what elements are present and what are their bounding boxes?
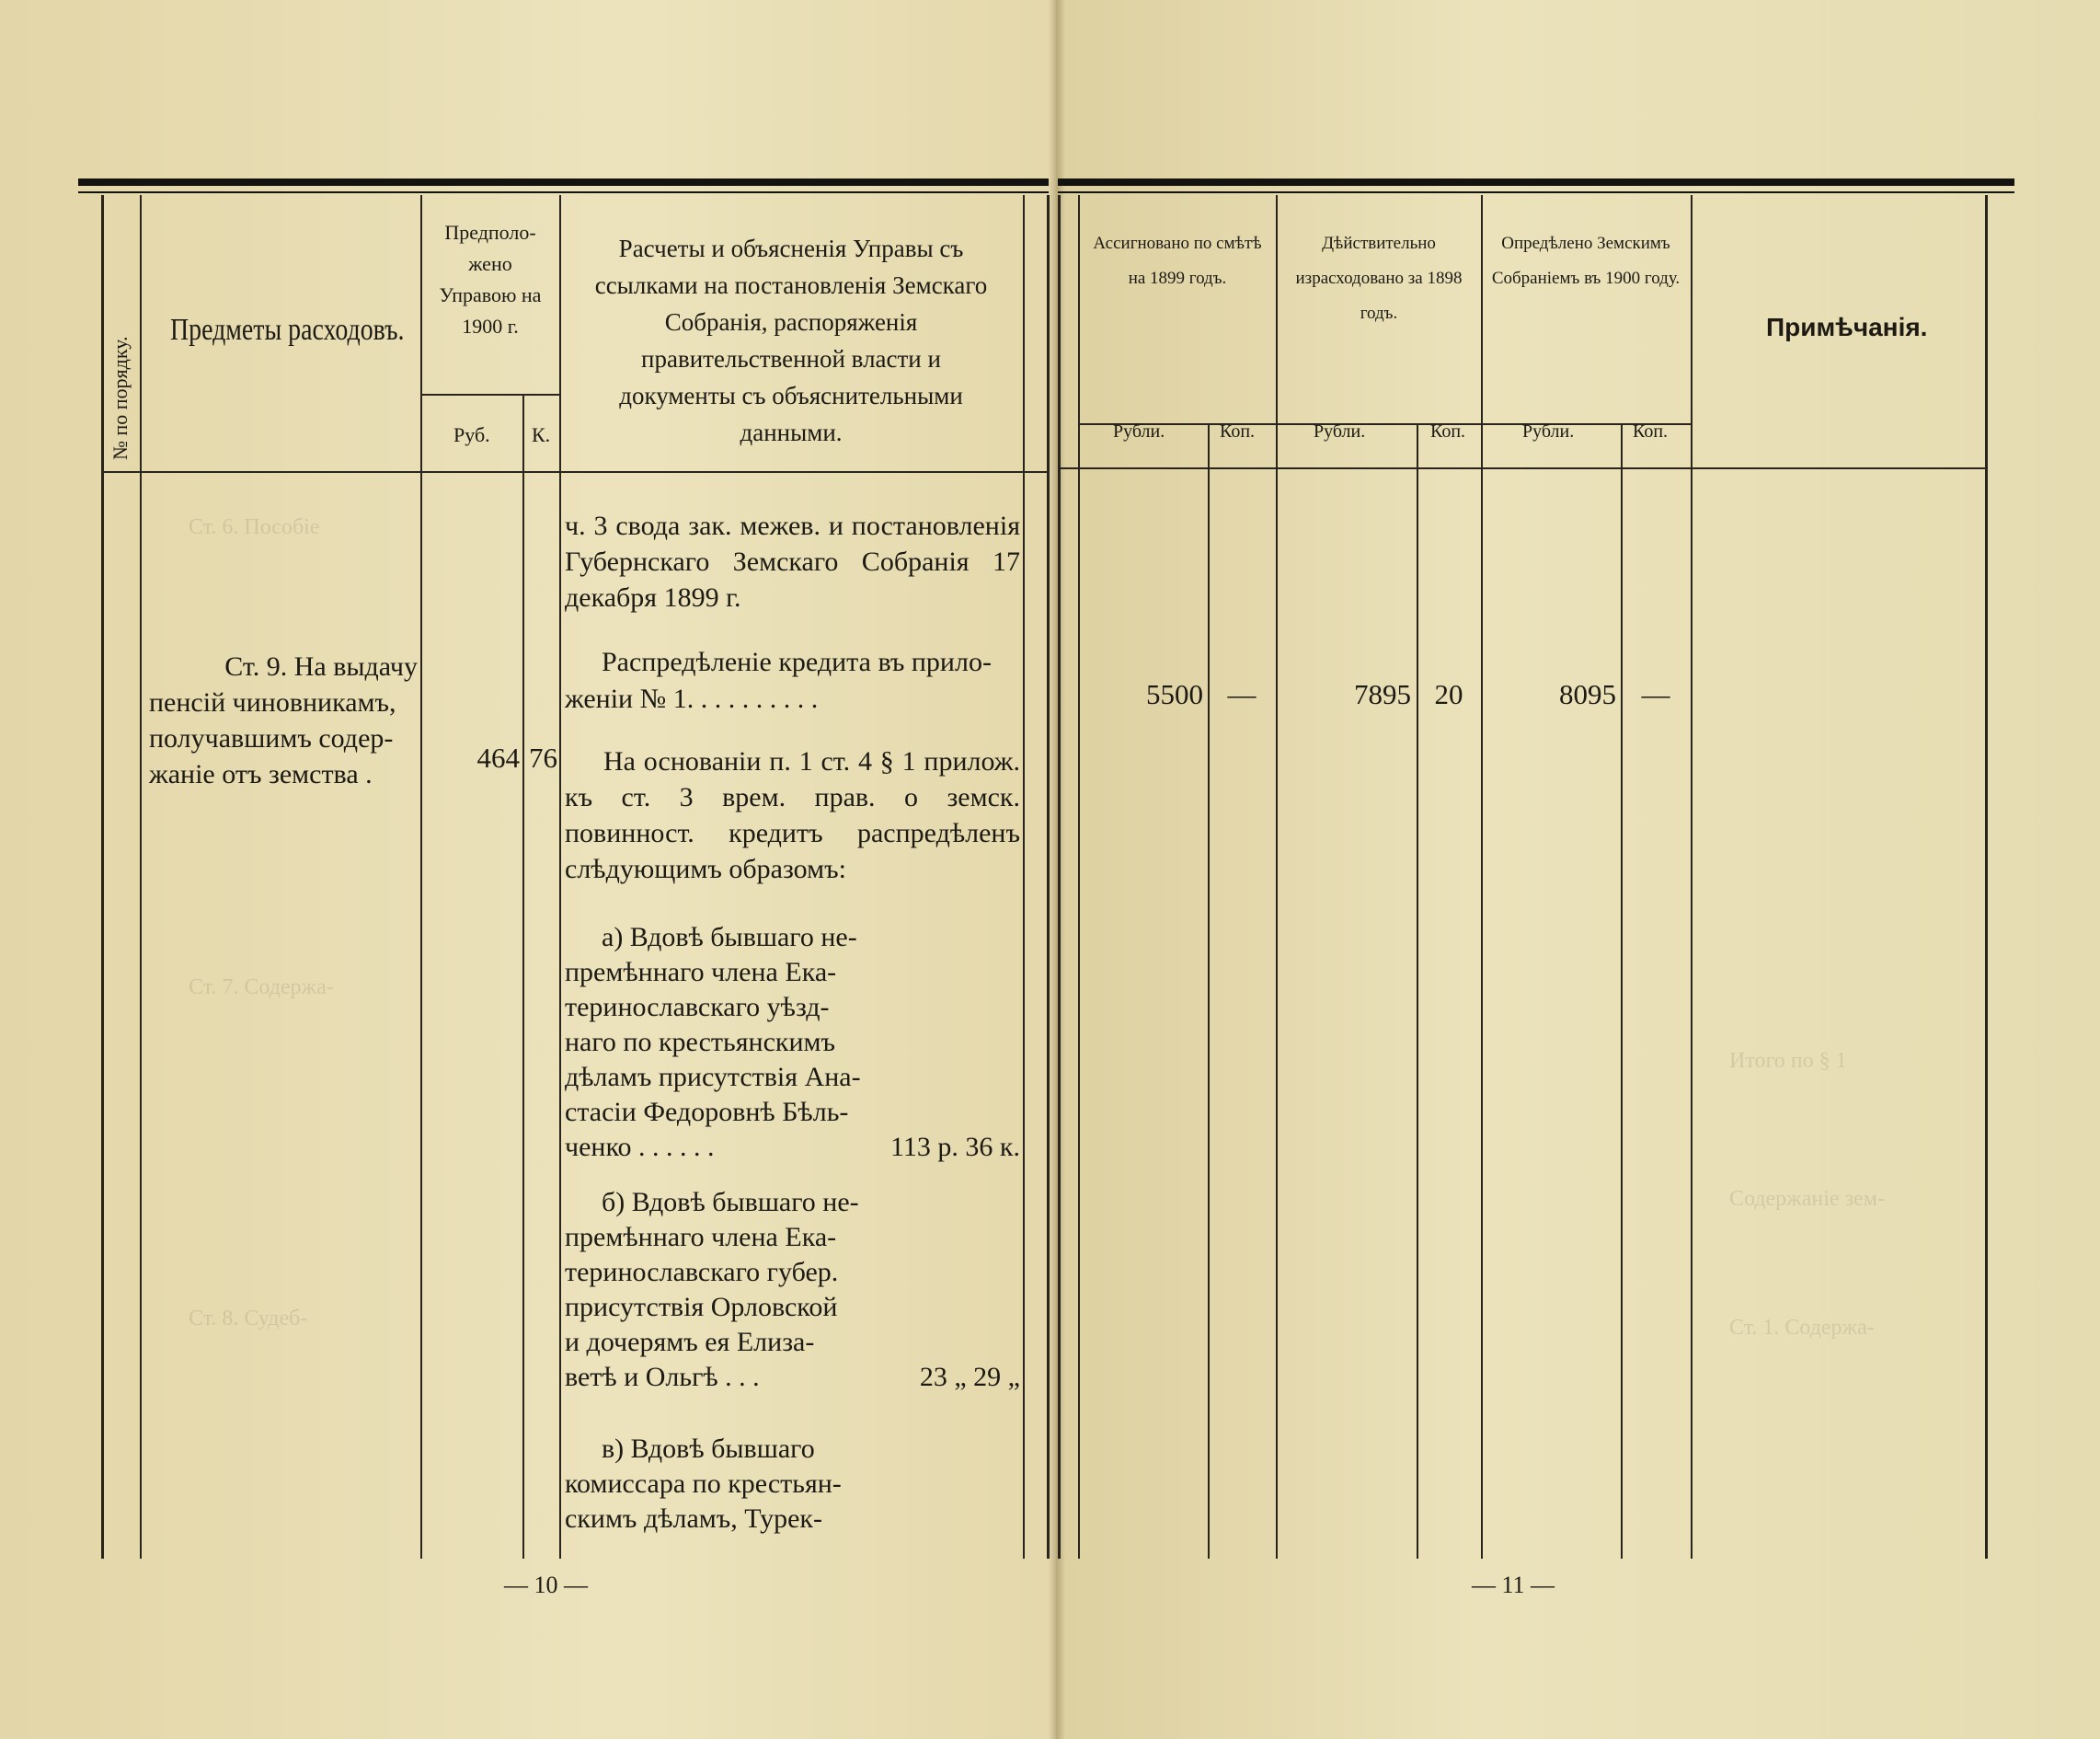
bleed-through-text: Ст. 8. Судеб- <box>189 1307 308 1330</box>
item-b <box>565 1185 1020 1395</box>
item-line: ветѣ и Ольгѣ . . . <box>565 1362 760 1392</box>
table-rule <box>559 195 561 1559</box>
bleed-through-text: Итого по § 1 <box>1729 1049 1847 1073</box>
header-proposed-rub: Руб. <box>453 423 490 446</box>
header-determined-kop: Коп. <box>1633 421 1669 442</box>
item-line: теринославскаго уѣзд- <box>565 992 830 1022</box>
determined-rub-value: 8095 <box>1559 678 1616 710</box>
distribution-line: женіи № 1. . . . . . . . . . <box>565 684 819 714</box>
top-rule-thin <box>1058 191 2014 193</box>
table-rule <box>140 195 142 1559</box>
header-spent-kop: Коп. <box>1430 421 1466 442</box>
item-line: дѣламъ присутствія Ана- <box>565 1062 861 1092</box>
table-rule <box>1417 423 1418 1559</box>
article-line: жаніе отъ земства . <box>149 759 373 789</box>
header-assigned-rubli: Рубли. <box>1113 421 1165 442</box>
continuation-text: ч. 3 свода зак. межев. и постановленія Губернскаго Земскаго Собранія 17 декабря 1899 г. <box>565 511 1020 613</box>
table-rule <box>101 471 1049 473</box>
table-rule <box>1621 423 1623 1559</box>
bleed-through-text: Ст. 6. Пособіе <box>189 515 320 539</box>
header-assigned: Ассигновано по смѣтѣ на 1899 годъ. <box>1093 234 1262 288</box>
article-title <box>149 649 418 792</box>
item-v <box>565 1432 1020 1537</box>
basis-text: На основаніи п. 1 ст. 4 § 1 прилож. къ ст. 3 врем. прав. о земск. повинност. кредитъ распредѣленъ слѣдующимъ образомъ: <box>565 746 1020 884</box>
table-rule <box>1276 195 1278 1559</box>
item-line: присутствія Орловской <box>565 1292 838 1322</box>
header-spent-rubli: Рубли. <box>1314 421 1366 442</box>
header-proposed-kop: К. <box>532 423 551 446</box>
item-line: скимъ дѣламъ, Турек- <box>565 1503 822 1534</box>
table-rule <box>1047 195 1050 1559</box>
header-proposed: Предполо-жено Управою на 1900 г. <box>439 221 542 338</box>
table-rule <box>1023 195 1025 1559</box>
table-rule <box>101 195 104 1559</box>
item-line: б) Вдовѣ бывшаго не- <box>602 1187 859 1217</box>
item-line: в) Вдовѣ бывшаго <box>602 1434 815 1464</box>
top-rule-thin <box>78 191 1049 193</box>
table-rule <box>1078 423 1691 425</box>
item-line: наго по крестьянскимъ <box>565 1027 836 1057</box>
table-rule <box>420 195 422 1559</box>
bleed-through-text: Содержаніе зем- <box>1729 1187 1885 1211</box>
item-line: ченко . . . . . . <box>565 1132 715 1162</box>
table-rule <box>1078 195 1080 1559</box>
spent-rub-value: 7895 <box>1354 678 1411 710</box>
article-line: Ст. 9. На выдачу <box>224 651 418 682</box>
table-rule <box>1058 467 1985 469</box>
item-line: теринославскаго губер. <box>565 1257 839 1287</box>
header-subjects: Предметы расходовъ. <box>170 313 405 347</box>
proposed-rub-value: 464 <box>476 742 520 774</box>
item-a-sum: 113 р. 36 к. <box>890 1132 1020 1162</box>
top-rule-thick <box>78 179 1049 186</box>
page-number-right: — 11 — <box>1472 1572 1555 1598</box>
table-rule <box>1985 195 1988 1559</box>
item-line: премѣннаго члена Ека- <box>565 957 837 987</box>
item-line: и дочерямъ ея Елиза- <box>565 1327 815 1357</box>
article-line: пенсій чиновникамъ, <box>149 687 396 718</box>
item-line: стасіи Федоровнѣ Бѣль- <box>565 1097 849 1127</box>
determined-kop-value: — <box>1641 678 1670 710</box>
distribution-line: Распредѣленіе кредита въ прило- <box>602 647 992 677</box>
table-rule <box>420 394 559 396</box>
distribution-text <box>565 644 1020 718</box>
top-rule-thick <box>1058 179 2014 186</box>
table-rule <box>522 394 524 1559</box>
assigned-rub-value: 5500 <box>1146 678 1203 710</box>
item-b-sum: 23 „ 29 „ <box>919 1362 1020 1392</box>
header-determined-rubli: Рубли. <box>1522 421 1575 442</box>
page-number-left: — 10 — <box>504 1572 588 1598</box>
header-notes: Примѣчанія. <box>1766 313 1928 341</box>
proposed-kop-value: 76 <box>529 742 557 774</box>
table-rule <box>1208 423 1210 1559</box>
book-gutter <box>1049 0 1065 1739</box>
article-line: получавшимъ содер- <box>149 723 394 754</box>
header-explanations: Расчеты и объясненія Управы съ ссылками на постановленія Земскаго Собранія, распоряженія правительственной власти и документы съ объяснительными данными. <box>594 235 988 446</box>
item-line: комиссара по крестьян- <box>565 1468 842 1499</box>
header-row-number: № по порядку. <box>109 336 132 460</box>
assigned-kop-value: — <box>1227 678 1257 710</box>
item-line: а) Вдовѣ бывшаго не- <box>602 922 857 952</box>
spent-kop-value: 20 <box>1434 678 1463 710</box>
header-spent: Дѣйствительно израсходовано за 1898 годъ. <box>1295 234 1463 323</box>
item-line: премѣннаго члена Ека- <box>565 1222 837 1252</box>
header-determined: Опредѣлено Земскимъ Собраніемъ въ 1900 году. <box>1491 234 1681 288</box>
bleed-through-text: Ст. 1. Содержа- <box>1729 1316 1875 1340</box>
bleed-through-text: Ст. 7. Содержа- <box>189 975 334 999</box>
item-a <box>565 920 1020 1165</box>
table-rule <box>1691 195 1693 1559</box>
table-rule <box>1481 195 1483 1559</box>
table-rule <box>1058 195 1061 1559</box>
header-assigned-kop: Коп. <box>1220 421 1256 442</box>
